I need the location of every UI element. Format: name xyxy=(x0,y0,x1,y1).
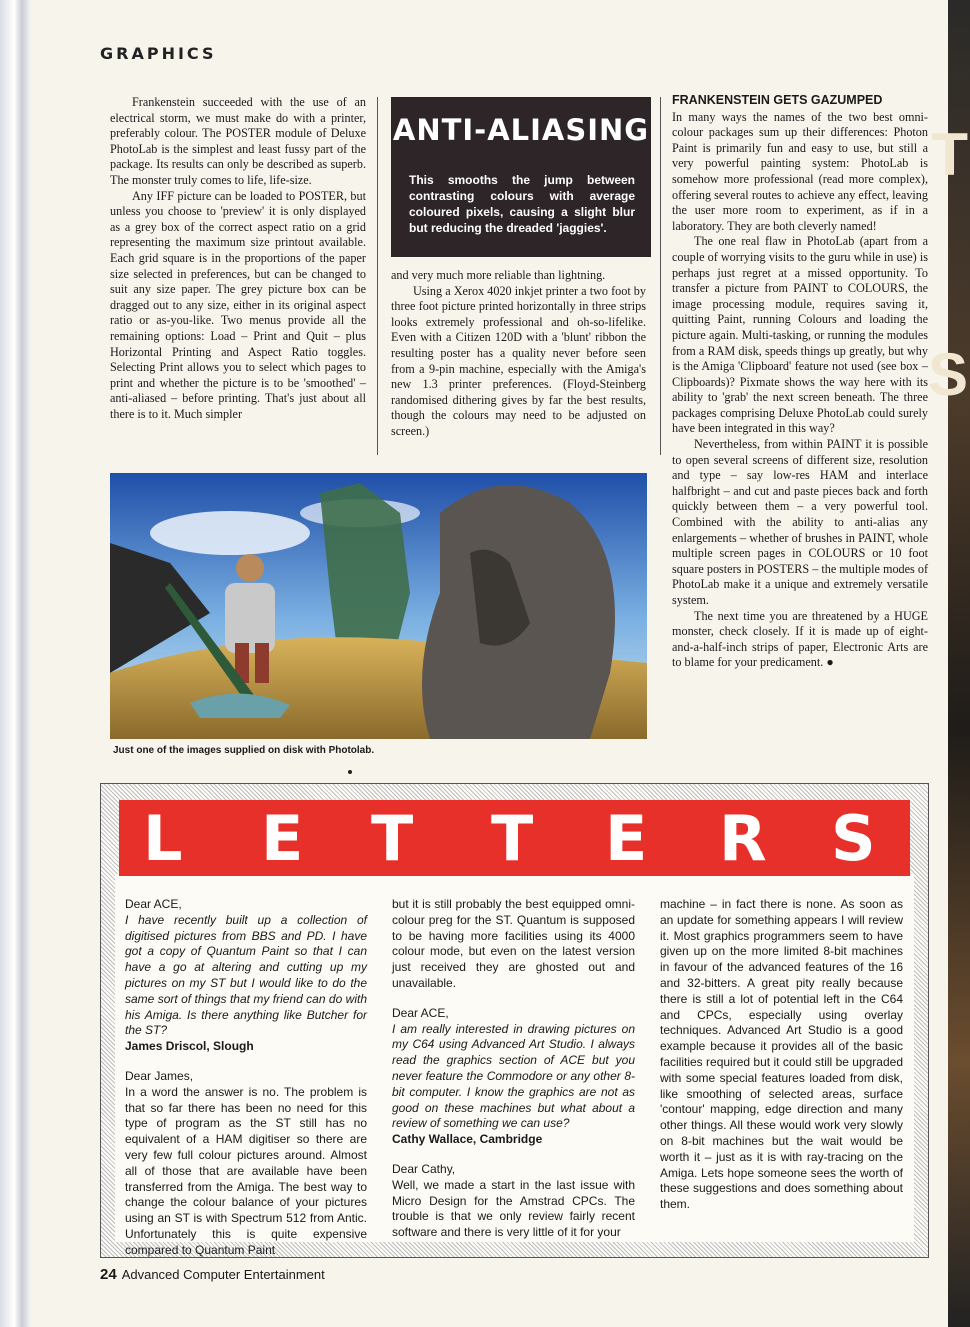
letters-column-2 xyxy=(392,897,635,1241)
letter-signature: Cathy Wallace, Cambridge xyxy=(392,1132,543,1147)
letters-banner xyxy=(119,800,910,876)
article-column-1 xyxy=(110,95,366,422)
letter-signature: James Driscol, Slough xyxy=(125,1039,254,1054)
letters-column-3 xyxy=(660,897,903,1213)
banner-letter: L xyxy=(143,802,183,875)
letter-salutation: Dear ACE, xyxy=(392,1005,449,1020)
letter-salutation: Dear ACE, xyxy=(125,897,182,911)
section-label: GRAPHICS xyxy=(100,44,217,63)
banner-letter: T xyxy=(371,802,414,875)
paragraph: In many ways the names of the two best omni-colour packages sum up their differences: Photon Paint is primarily fun and easy to use, but still a very powerful painting system: PhotoLab is somehow more professional (read more complex), offering several routes to achieve any effect, leaving the user more room to experiment, as if in a laboratory. They are both cleverly named! xyxy=(672,109,928,233)
banner-letter: T xyxy=(491,802,534,875)
reply-text: but it is still probably the best equipped omni-colour preg for the ST. Quantum is supposed to be having more facilities using its 4000 colour mode, but even on the latest version just received they are ghosted out and unavailable. xyxy=(392,897,635,990)
game-screenshot-image xyxy=(110,473,647,739)
subheading: FRANKENSTEIN GETS GAZUMPED xyxy=(672,93,883,107)
letter-text: I have recently built up a collection of digitised pictures from BBS and PD. I have got a copy of Quantum Paint so that I can have a go at altering and cutting up my pictures on my ST but I would like to do the same sort of things that my friend can do with his Amiga. Is there anything like Butcher for the ST? xyxy=(125,912,367,1038)
article-column-2 xyxy=(391,268,646,440)
magazine-name: Advanced Computer Entertainment xyxy=(121,1267,325,1282)
column-rule xyxy=(660,97,661,455)
banner-letter: R xyxy=(719,802,767,875)
page-binding xyxy=(0,0,34,1327)
box-title: ANTI-ALIASING xyxy=(392,113,650,147)
paragraph: The next time you are threatened by a HUGE monster, check closely. If it is made up of eight-and-a-half-inch strips of paper, Electronic Arts are to blame for your predicament. ● xyxy=(672,608,928,670)
reply-text: machine – in fact there is none. As soon as an update for something appears I will review it. Most graphics programmers seem to have given up on the more limited 8-bit machines in favour of the advanced features of the 16 and 32-bitters. A great pity really because there is still a lot of potential left in the C64 and CPCs, especially using overlay techniques. Advanced Art Studio is a good example because it provides all of the basic facilities required but it could still be upgraded with some special features loaded from disk, like smoothing of selected areas, surface 'contour' mapping, edge direction and many other things. All these would work very slowly on 8-bit machines but the wait would be worth it – just as it is with ray-tracing on the Amiga. Lets hope someone sees the worth of these suggestions and does something about them. xyxy=(660,897,903,1212)
paragraph: and very much more reliable than lightning. xyxy=(391,268,606,282)
banner-letter: E xyxy=(605,802,648,875)
reply-text: Well, we made a start in the last issue with Micro Design for the Amstrad CPCs. The trouble is that we only review fairly recent software and there is very little of it for your xyxy=(392,1177,635,1240)
image-caption: Just one of the images supplied on disk with Photolab. xyxy=(113,745,375,756)
page-number: 24 xyxy=(100,1266,117,1283)
reply-salutation: Dear Cathy, xyxy=(392,1161,456,1176)
banner-letter: E xyxy=(261,802,304,875)
letter-text: I am really interested in drawing pictures on my C64 using Advanced Art Studio. I always read the graphics section of ACE but you never feature the Commodore or any other 8-bit computer. I know the graphics are not as good on these machines but what about a review of something we can use? xyxy=(392,1021,635,1131)
reply-salutation: Dear James, xyxy=(125,1068,194,1083)
paragraph: Nevertheless, from within PAINT it is possible to open several screens of different size, resolution and type – say low-res HAM and interlace halfbright – and cut and paste pieces back and forth quickly between them – a very powerful tool. Combined with the ability to anti-alias any enlargements – whether of brushes in PAINT, whole multiple screen pages in COLOURS or 10 foot square posters in POSTERS – the multiple modes of PhotoLab make it a unique and extremely versatile system. xyxy=(672,437,928,607)
banner-letter: S xyxy=(831,802,876,875)
bullet-dot xyxy=(348,770,352,774)
reply-text: In a word the answer is no. The problem is that so far there has been no need for this type of program as the ST still has no equivalent of a HAM digitiser so there are very few full colour pictures around. Almost all of those that are available have been transferred from the Amiga. The best way to change the colour balance of your pictures using an ST is with Spectrum 512 from Antic. Unfortunately this is quite expensive compared to Quantum Paint xyxy=(125,1084,367,1257)
paragraph: Using a Xerox 4020 inkjet printer a two foot by three foot picture printed horizontally in three strips looks extremely professional and oh-so-lifelike. Even with a Citizen 120D with a 'blunt' ribbon the resulting poster has a quality never before seen from a 9-pin machine, especially with the Amiga's new 1.3 printer preferences. (Floyd-Steinberg randomised dithering gives by far the best results, though the colours may need to be adjusted on screen.) xyxy=(391,283,646,438)
column-rule xyxy=(377,97,378,455)
box-body: This smooths the jump between contrasting colours with average coloured pixels, causing a slight blur but reducing the dreaded 'jaggies'. xyxy=(409,173,635,235)
paragraph: The one real flaw in PhotoLab (apart from a couple of worrying visits to the guru while in use) is perhaps just regret at a missed opportunity. To transfer a picture from PAINT to COLOURS, the image processing module, requires saving it, quitting Paint, running Colours and loading the picture again. Multi-tasking, or running the modules from a RAM disk, speeds things up greatly, but why is the Amiga 'Clipboard' feature not used (see box – Clipboards)? Pixmate shows the way here with its ability to 'grab' the next screen beneath. The three packages comprising Deluxe PhotoLab could surely have been integrated in this way? xyxy=(672,234,928,436)
anti-aliasing-box xyxy=(391,97,651,257)
paragraph: Any IFF picture can be loaded to POSTER, but unless you choose to 'preview' it is only displayed as a grey box of the correct aspect ratio on a grid representing the maximum size printout available. Each grid square is in the proportions of the paper size selected in preferences, but can be changed to suit any size paper. The grey picture box can be dragged out to any size, either in its original aspect ratio or as-you-like. Two menus provide all the remaining options: Load – Print and Quit – plus Horizontal Printing and Aspect Ratio toggles. Selecting Print allows you to select which pages to print and whether the picture is to be 'smoothed' – anti-aliased – before printing. That's just about all there is to it. Much simpler xyxy=(110,188,366,421)
article-column-3 xyxy=(672,93,928,671)
letters-column-1 xyxy=(125,897,367,1259)
next-page-edge: T S xyxy=(948,0,970,1327)
paragraph: Frankenstein succeeded with the use of an electrical storm, we must make do with a printer, preferably colour. The POSTER module of Deluxe PhotoLab is the simplest and least fussy part of the package. Its results can only be described as superb. The monster truly comes to life, life-size. xyxy=(110,95,366,187)
page-footer xyxy=(100,1266,325,1283)
